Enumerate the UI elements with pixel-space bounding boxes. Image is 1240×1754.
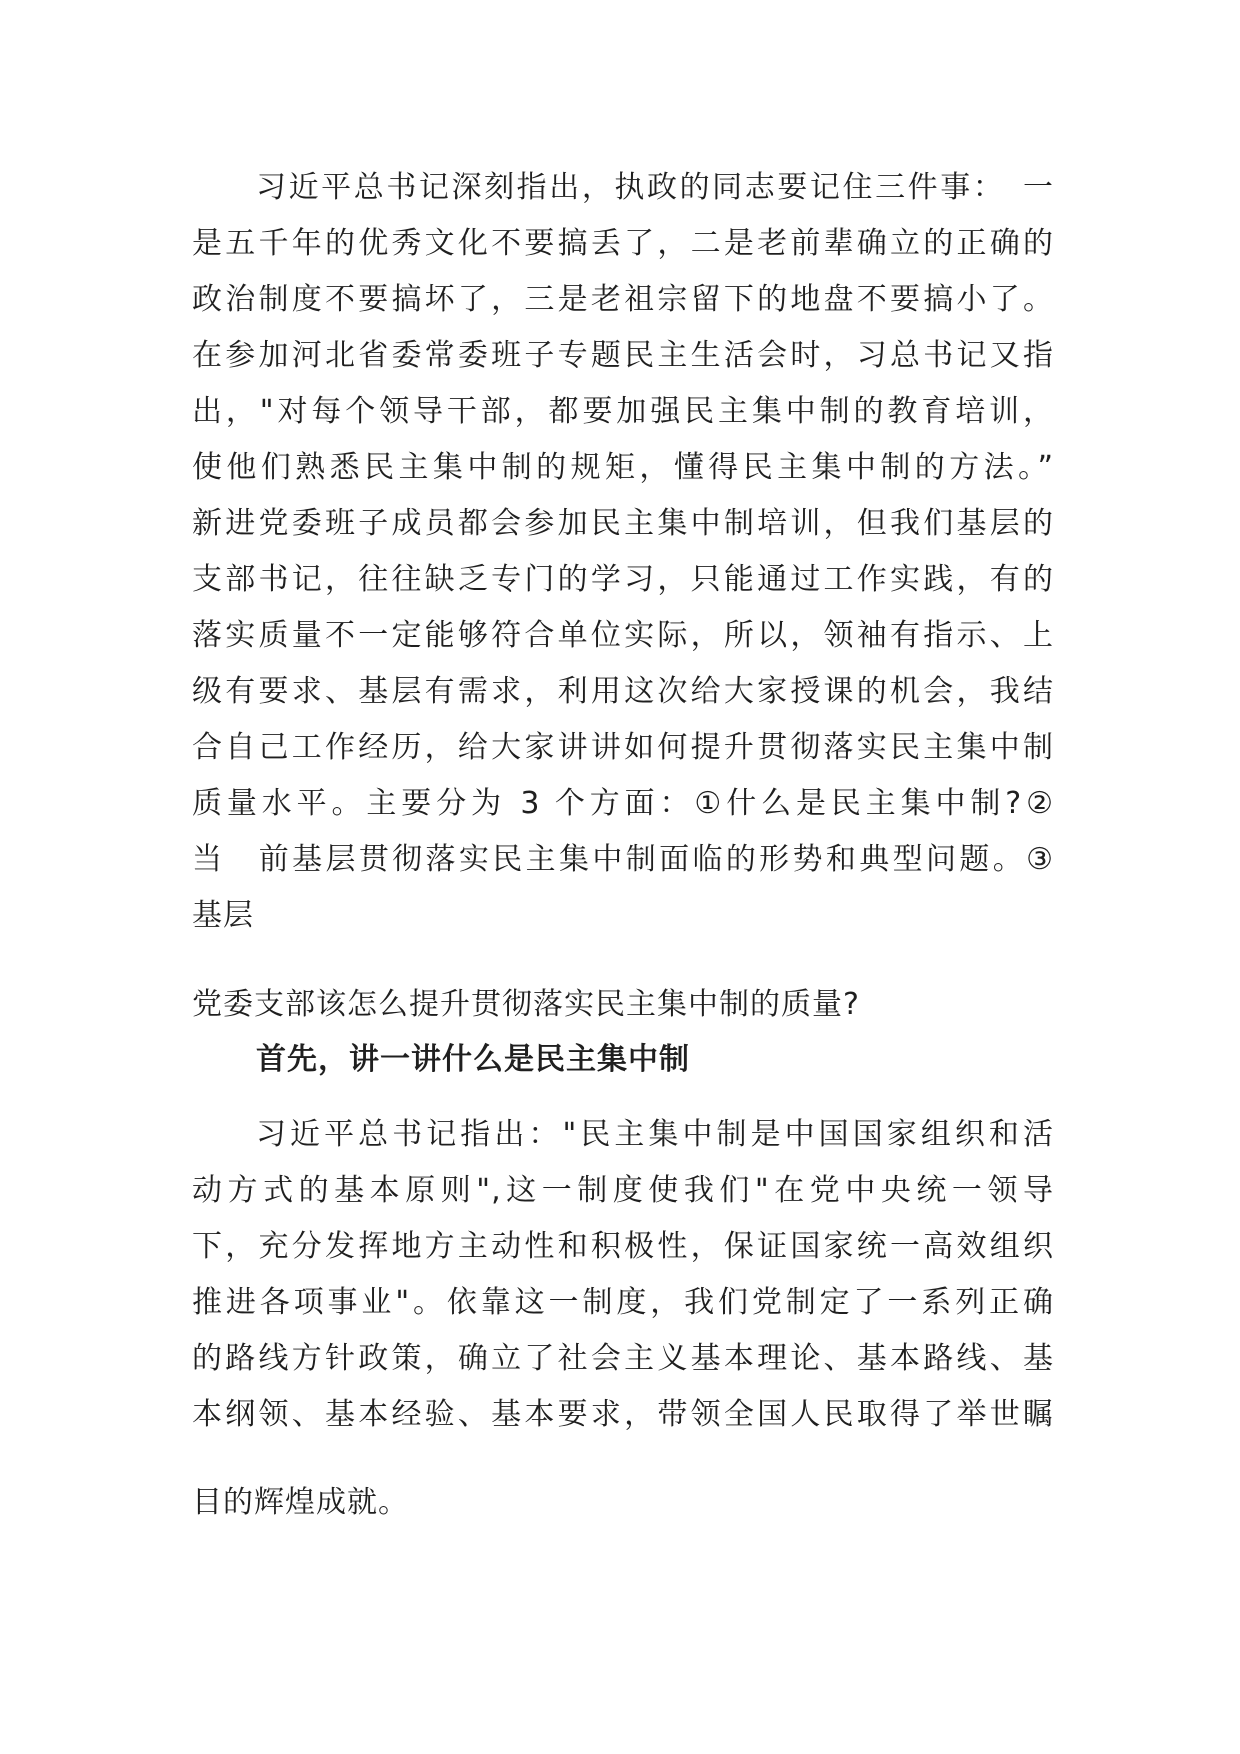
paragraph-1: [192, 160, 1054, 944]
paragraph-line: 合自己工作经历，给大家讲讲如何提升贯彻落实民主集中制: [192, 730, 1054, 765]
paragraph-line: 政治制度不要搞坏了，三是老祖宗留下的地盘不要搞小了。: [192, 282, 1054, 317]
paragraph-line: 是五千年的优秀文化不要搞丢了，二是老前辈确立的正确的: [192, 226, 1054, 261]
paragraph-line: 动方式的基本原则",这一制度使我们"在党中央统一领导: [192, 1173, 1054, 1208]
section-heading: [192, 1032, 1054, 1088]
paragraph-2: [192, 1107, 1054, 1443]
paragraph-line: 的路线方针政策，确立了社会主义基本理论、基本路线、基: [192, 1341, 1054, 1376]
paragraph-line: 基层: [192, 898, 254, 933]
paragraph-line: 支部书记，往往缺乏专门的学习，只能通过工作实践，有的: [192, 562, 1054, 597]
paragraph-line: 目的辉煌成就。: [192, 1485, 409, 1520]
paragraph-line: 新进党委班子成员都会参加民主集中制培训，但我们基层的: [192, 506, 1054, 541]
paragraph-line: 当 前基层贯彻落实民主集中制面临的形势和典型问题。③: [192, 842, 1054, 877]
paragraph-2-continuation: [192, 1475, 1054, 1531]
paragraph-line: 习近平总书记指出："民主集中制是中国国家组织和活: [256, 1117, 1054, 1152]
paragraph-line: 推进各项事业"。依靠这一制度，我们党制定了一系列正确: [192, 1285, 1054, 1320]
paragraph-line: 使他们熟悉民主集中制的规矩，懂得民主集中制的方法。”: [192, 450, 1054, 485]
paragraph-line: 落实质量不一定能够符合单位实际，所以，领袖有指示、上: [192, 618, 1054, 653]
paragraph-line: 党委支部该怎么提升贯彻落实民主集中制的质量?: [192, 987, 860, 1022]
paragraph-line: 下，充分发挥地方主动性和积极性，保证国家统一高效组织: [192, 1229, 1054, 1264]
paragraph-line: 习近平总书记深刻指出，执政的同志要记住三件事： 一: [256, 170, 1054, 205]
paragraph-line: 本纲领、基本经验、基本要求，带领全国人民取得了举世瞩: [192, 1397, 1054, 1432]
paragraph-line: 级有要求、基层有需求，利用这次给大家授课的机会，我结: [192, 674, 1054, 709]
paragraph-line: 出，"对每个领导干部，都要加强民主集中制的教育培训，: [192, 394, 1054, 429]
paragraph-line: 在参加河北省委常委班子专题民主生活会时，习总书记又指: [192, 338, 1054, 373]
paragraph-1-continuation: [192, 977, 1054, 1033]
heading-text: 首先，讲一讲什么是民主集中制: [256, 1042, 690, 1077]
paragraph-line: 质量水平。主要分为 3 个方面：①什么是民主集中制?②: [192, 786, 1054, 821]
